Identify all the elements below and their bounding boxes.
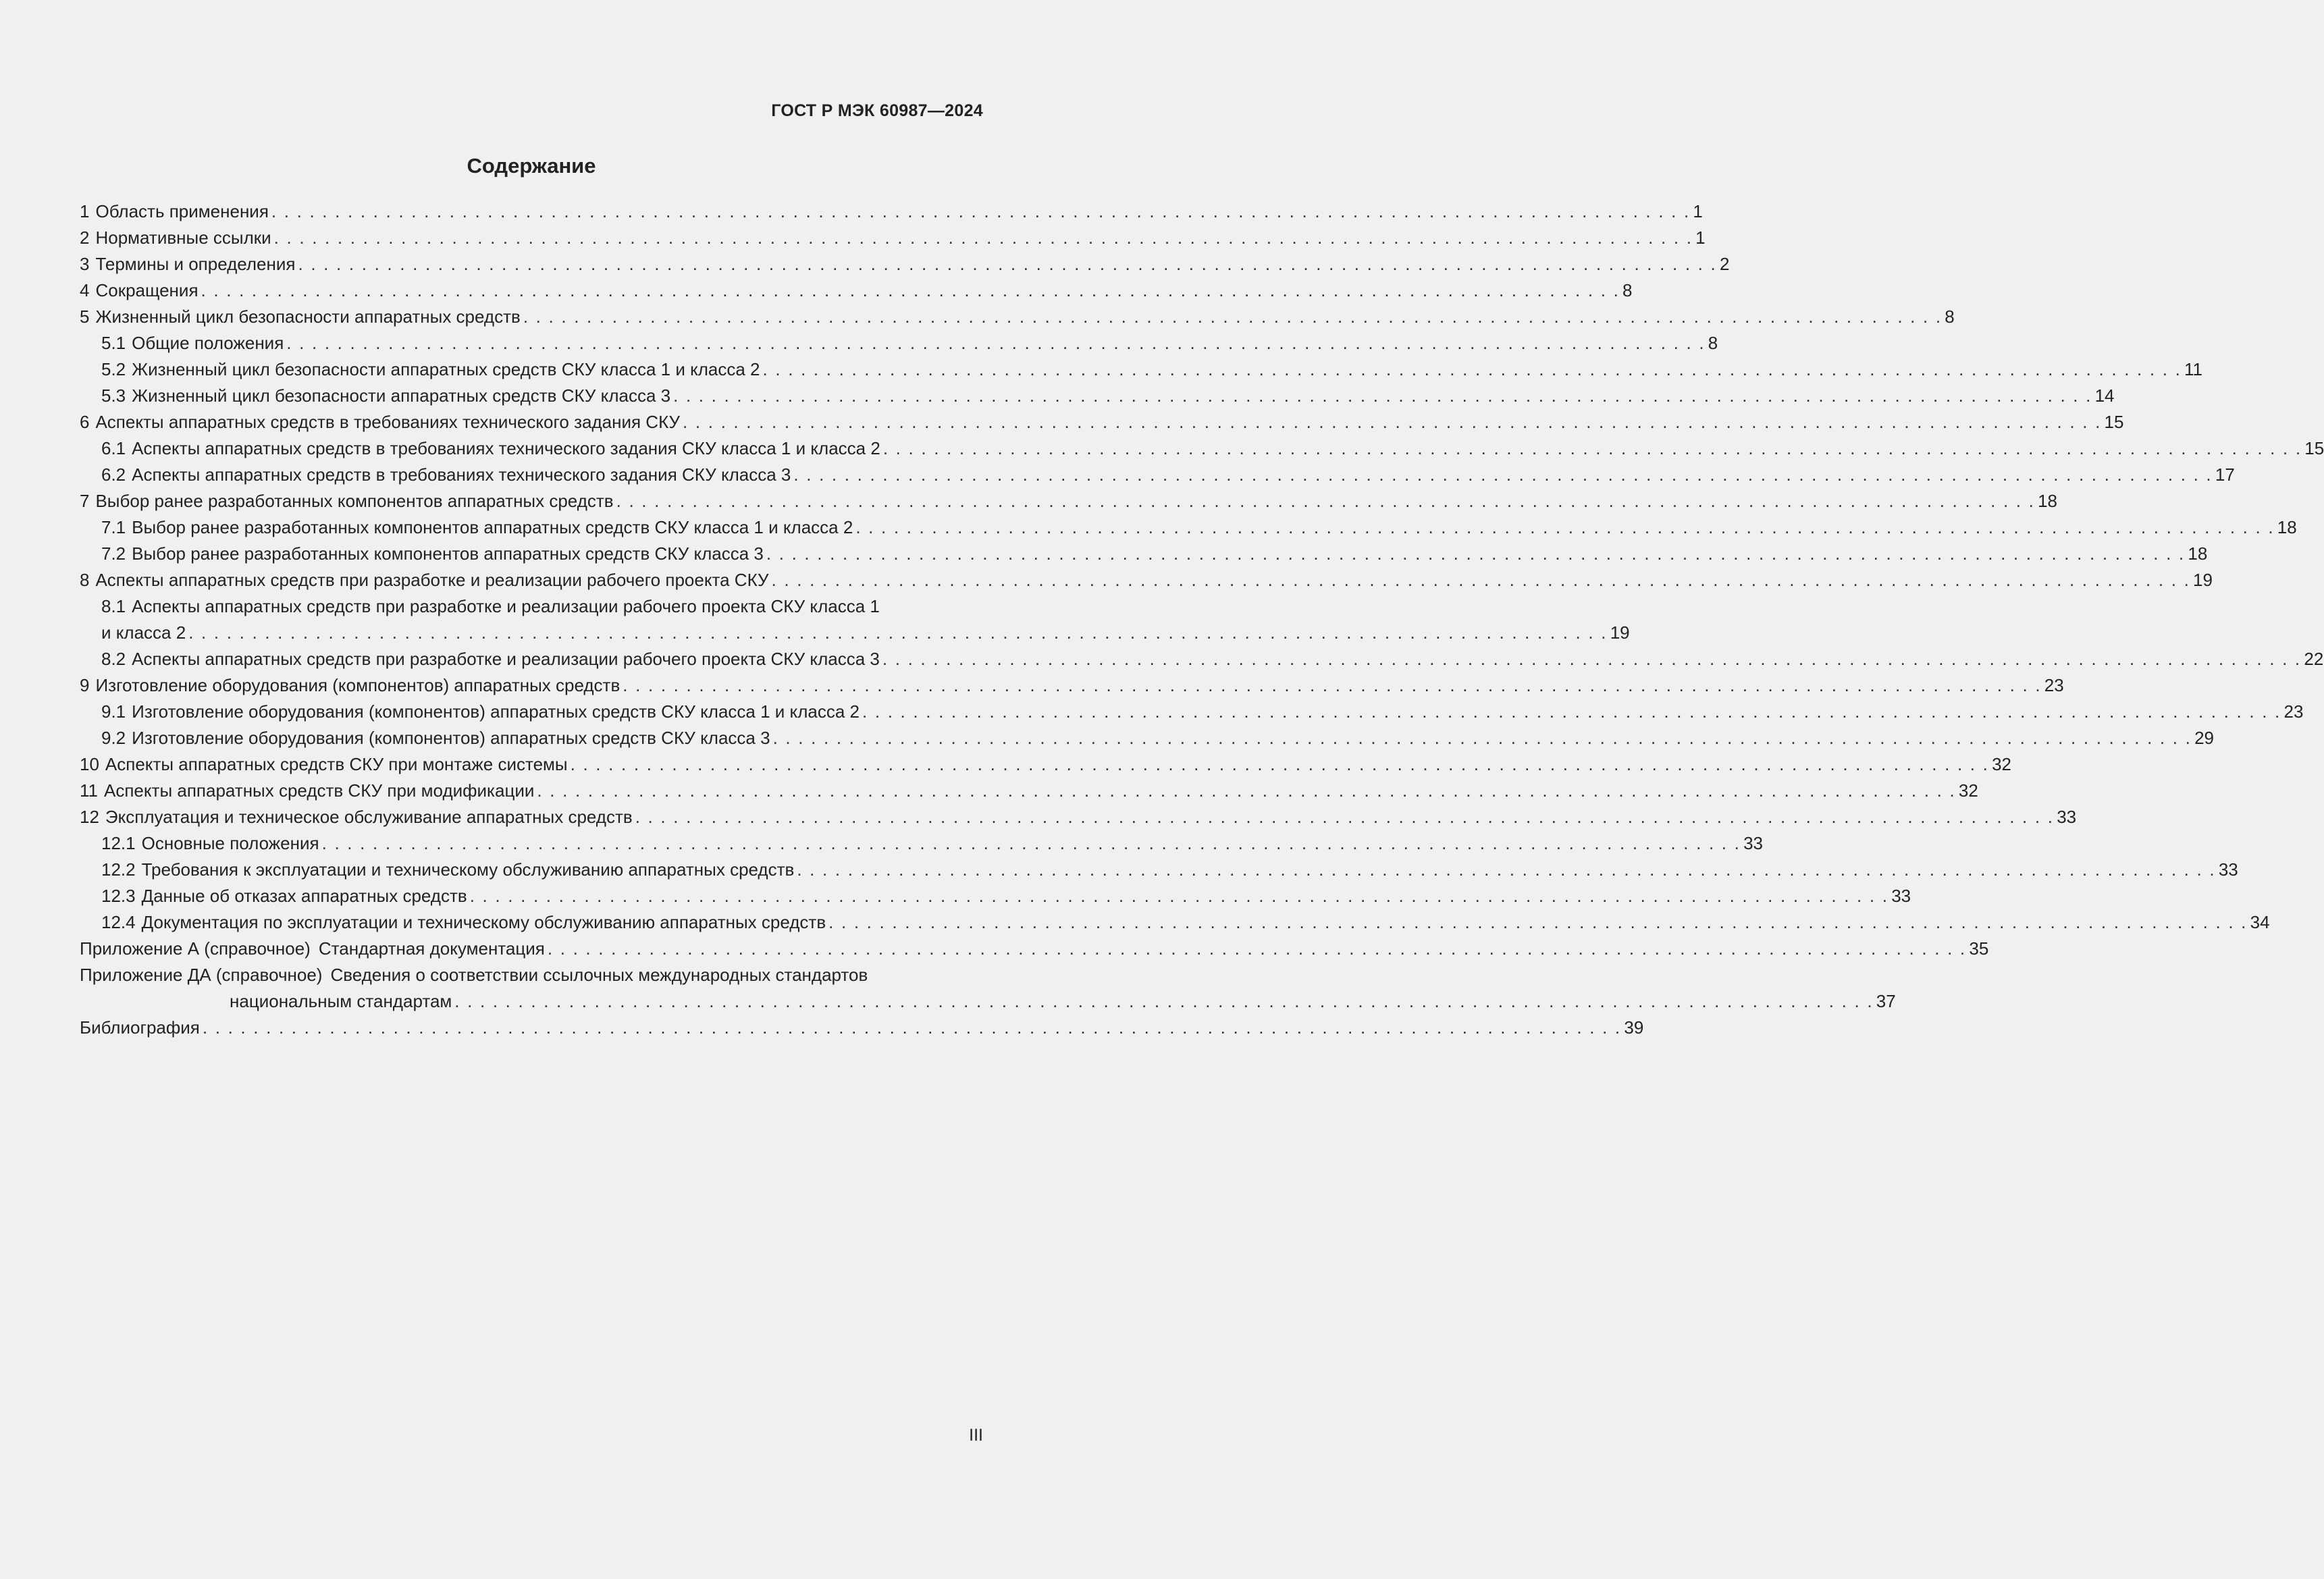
dot-leader: . . . . . . . . . . . . . . . . . . . . . . . . . . . . . . . . . . . . . . . . . . . . . . . . . . . . . . . . . . . . . . . . . . . . . . . . . . . . . . . . . . . . . . . . . . . . . . . . . . . . . . . . . . . . . . . . xyxy=(793,464,2213,485)
toc-entry-number: 12.3 xyxy=(101,886,136,906)
dot-leader: . . . . . . . . . . . . . . . . . . . . . . . . . . . . . . . . . . . . . . . . . . . . . . . . . . . . . . . . . . . . . . . . . . . . . . . . . . . . . . . . . . . . . . . . . . . . . . . . . . . . . . . . . . . . . . . . xyxy=(570,754,1990,774)
toc-entry-page: 23 xyxy=(2044,675,2064,695)
toc-entry-number: 5 xyxy=(80,306,90,327)
dot-leader: . . . . . . . . . . . . . . . . . . . . . . . . . . . . . . . . . . . . . . . . . . . . . . . . . . . . . . . . . . . . . . . . . . . . . . . . . . . . . . . . . . . . . . . . . . . . . . . . . . . . . . . . . . . . . . . . xyxy=(616,491,2036,511)
document-code: ГОСТ Р МЭК 60987—2024 xyxy=(771,101,983,120)
dot-leader: . . . . . . . . . . . . . . . . . . . . . . . . . . . . . . . . . . . . . . . . . . . . . . . . . . . . . . . . . . . . . . . . . . . . . . . . . . . . . . . . . . . . . . . . . . . . . . . . . . . . . . . . . . . . . . . . xyxy=(855,517,2275,537)
toc-entry-label: Данные об отказах аппаратных средств xyxy=(141,886,467,906)
toc-entry-number: 3 xyxy=(80,254,90,274)
toc-entry-number: 9.1 xyxy=(101,701,126,722)
dot-leader: . . . . . . . . . . . . . . . . . . . . . . . . . . . . . . . . . . . . . . . . . . . . . . . . . . . . . . . . . . . . . . . . . . . . . . . . . . . . . . . . . . . . . . . . . . . . . . . . . . . . . . . . . . . . . . . . xyxy=(547,938,1967,959)
toc-entry-number: 5.1 xyxy=(101,333,126,353)
dot-leader: . . . . . . . . . . . . . . . . . . . . . . . . . . . . . . . . . . . . . . . . . . . . . . . . . . . . . . . . . . . . . . . . . . . . . . . . . . . . . . . . . . . . . . . . . . . . . . . . . . . . . . . . . . . . . . . . xyxy=(882,438,2302,458)
toc-entry-label: Сведения о соответствии ссылочных международных стандартов xyxy=(330,965,868,985)
toc-entry-number: 4 xyxy=(80,280,90,300)
toc-entry[interactable] xyxy=(80,435,2324,462)
toc-entry-label: Нормативные ссылки xyxy=(95,228,271,248)
toc-entry-number: 9 xyxy=(80,675,90,695)
dot-leader: . . . . . . . . . . . . . . . . . . . . . . . . . . . . . . . . . . . . . . . . . . . . . . . . . . . . . . . . . . . . . . . . . . . . . . . . . . . . . . . . . . . . . . . . . . . . . . . . . . . . . . . . . . . . . . . . xyxy=(771,570,2191,590)
toc-entry-number: 12.4 xyxy=(101,912,136,932)
toc-entry-number: 7 xyxy=(80,491,90,511)
toc-entry-page: 39 xyxy=(1624,1017,1644,1038)
toc-entry-label: Эксплуатация и техническое обслуживание аппаратных средств xyxy=(105,807,633,827)
dot-leader: . . . . . . . . . . . . . . . . . . . . . . . . . . . . . . . . . . . . . . . . . . . . . . . . . . . . . . . . . . . . . . . . . . . . . . . . . . . . . . . . . . . . . . . . . . . . . . . . . . . . . . . . . . . . . . . . xyxy=(286,333,1706,353)
toc-entry-label-continuation: национальным стандартам xyxy=(230,991,452,1011)
dot-leader: . . . . . . . . . . . . . . . . . . . . . . . . . . . . . . . . . . . . . . . . . . . . . . . . . . . . . . . . . . . . . . . . . . . . . . . . . . . . . . . . . . . . . . . . . . . . . . . . . . . . . . . . . . . . . . . . xyxy=(201,280,1620,300)
toc-entry-label: Жизненный цикл безопасности аппаратных средств СКУ класса 3 xyxy=(132,385,671,406)
toc-entry[interactable] xyxy=(80,593,983,620)
dot-leader: . . . . . . . . . . . . . . . . . . . . . . . . . . . . . . . . . . . . . . . . . . . . . . . . . . . . . . . . . . . . . . . . . . . . . . . . . . . . . . . . . . . . . . . . . . . . . . . . . . . . . . . . . . . . . . . . xyxy=(683,412,2102,432)
toc-entry-page: 2 xyxy=(1719,254,1730,274)
toc-entry[interactable] xyxy=(80,1015,1644,1041)
page-title: Содержание xyxy=(467,154,596,178)
toc-entry-page: 33 xyxy=(1891,886,1911,906)
toc-entry[interactable] xyxy=(80,198,1703,225)
toc-entry-label: Аспекты аппаратных средств в требованиях технического задания СКУ xyxy=(95,412,681,432)
toc-entry-page: 22 xyxy=(2304,649,2324,669)
toc-entry-label: Область применения xyxy=(95,201,269,221)
toc-entry-label: Сокращения xyxy=(95,280,199,300)
toc-entry[interactable] xyxy=(80,883,1911,909)
toc-entry-page: 29 xyxy=(2194,728,2214,748)
toc-entry-page: 32 xyxy=(1958,780,1978,801)
toc-entry[interactable] xyxy=(80,409,2124,435)
toc-entry-label: Изготовление оборудования (компонентов) аппаратных средств СКУ класса 3 xyxy=(132,728,770,748)
toc-entry-number: 1 xyxy=(80,201,90,221)
toc-entry-label-continuation: и класса 2 xyxy=(101,622,186,643)
toc-entry-page: 33 xyxy=(2057,807,2077,827)
toc-entry-page: 18 xyxy=(2188,543,2208,564)
toc-entry-label: Аспекты аппаратных средств при разработке и реализации рабочего проекта СКУ xyxy=(95,570,769,590)
toc-entry-page: 14 xyxy=(2094,385,2115,406)
toc-entry-label: Аспекты аппаратных средств СКУ при модификации xyxy=(104,780,535,801)
dot-leader: . . . . . . . . . . . . . . . . . . . . . . . . . . . . . . . . . . . . . . . . . . . . . . . . . . . . . . . . . . . . . . . . . . . . . . . . . . . . . . . . . . . . . . . . . . . . . . . . . . . . . . . . . . . . . . . . xyxy=(188,622,1608,643)
dot-leader: . . . . . . . . . . . . . . . . . . . . . . . . . . . . . . . . . . . . . . . . . . . . . . . . . . . . . . . . . . . . . . . . . . . . . . . . . . . . . . . . . . . . . . . . . . . . . . . . . . . . . . . . . . . . . . . . xyxy=(797,859,2216,880)
dot-leader: . . . . . . . . . . . . . . . . . . . . . . . . . . . . . . . . . . . . . . . . . . . . . . . . . . . . . . . . . . . . . . . . . . . . . . . . . . . . . . . . . . . . . . . . . . . . . . . . . . . . . . . . . . . . . . . . xyxy=(469,886,1889,906)
toc-entry-page: 23 xyxy=(2283,701,2304,722)
toc-entry[interactable] xyxy=(80,699,2304,725)
toc-entry-continuation[interactable] xyxy=(80,620,1630,646)
toc-entry-number: 10 xyxy=(80,754,99,774)
toc-entry-page: 37 xyxy=(1876,991,1896,1011)
toc-entry[interactable] xyxy=(80,251,1730,277)
dot-leader: . . . . . . . . . . . . . . . . . . . . . . . . . . . . . . . . . . . . . . . . . . . . . . . . . . . . . . . . . . . . . . . . . . . . . . . . . . . . . . . . . . . . . . . . . . . . . . . . . . . . . . . . . . . . . . . . xyxy=(772,728,2192,748)
toc-entry[interactable] xyxy=(80,751,2012,778)
toc-entry[interactable] xyxy=(80,778,1978,804)
dot-leader: . . . . . . . . . . . . . . . . . . . . . . . . . . . . . . . . . . . . . . . . . . . . . . . . . . . . . . . . . . . . . . . . . . . . . . . . . . . . . . . . . . . . . . . . . . . . . . . . . . . . . . . . . . . . . . . . xyxy=(273,228,1693,248)
toc-entry-label: Изготовление оборудования (компонентов) аппаратных средств СКУ класса 1 и класса 2 xyxy=(132,701,860,722)
toc-entry-page: 8 xyxy=(1622,280,1633,300)
dot-leader: . . . . . . . . . . . . . . . . . . . . . . . . . . . . . . . . . . . . . . . . . . . . . . . . . . . . . . . . . . . . . . . . . . . . . . . . . . . . . . . . . . . . . . . . . . . . . . . . . . . . . . . . . . . . . . . . xyxy=(828,912,2248,932)
dot-leader: . . . . . . . . . . . . . . . . . . . . . . . . . . . . . . . . . . . . . . . . . . . . . . . . . . . . . . . . . . . . . . . . . . . . . . . . . . . . . . . . . . . . . . . . . . . . . . . . . . . . . . . . . . . . . . . . xyxy=(523,306,1943,327)
toc-entry[interactable] xyxy=(80,225,1706,251)
toc-entry-label: Аспекты аппаратных средств СКУ при монтаже системы xyxy=(105,754,568,774)
toc-entry[interactable] xyxy=(80,646,2324,672)
toc-entry-label: Выбор ранее разработанных компонентов аппаратных средств СКУ класса 3 xyxy=(132,543,764,564)
toc-entry[interactable] xyxy=(80,936,1989,962)
toc-entry-page: 15 xyxy=(2304,438,2324,458)
dot-leader: . . . . . . . . . . . . . . . . . . . . . . . . . . . . . . . . . . . . . . . . . . . . . . . . . . . . . . . . . . . . . . . . . . . . . . . . . . . . . . . . . . . . . . . . . . . . . . . . . . . . . . . . . . . . . . . . xyxy=(298,254,1717,274)
toc-entry[interactable] xyxy=(80,277,1633,304)
page-number: III xyxy=(969,1426,983,1445)
toc-entry-page: 33 xyxy=(2218,859,2238,880)
toc-entry-label: Выбор ранее разработанных компонентов аппаратных средств xyxy=(95,491,614,511)
toc-entry-label: Требования к эксплуатации и техническому обслуживанию аппаратных средств xyxy=(141,859,795,880)
toc-entry[interactable] xyxy=(80,330,1718,356)
toc-entry-number: 6.2 xyxy=(101,464,126,485)
toc-entry-page: 32 xyxy=(1992,754,2012,774)
dot-leader: . . . . . . . . . . . . . . . . . . . . . . . . . . . . . . . . . . . . . . . . . . . . . . . . . . . . . . . . . . . . . . . . . . . . . . . . . . . . . . . . . . . . . . . . . . . . . . . . . . . . . . . . . . . . . . . . xyxy=(202,1017,1622,1038)
toc-entry-number: 5.3 xyxy=(101,385,126,406)
toc-entry-number: 8.1 xyxy=(101,596,126,616)
toc-entry[interactable] xyxy=(80,356,2203,383)
toc-entry-page: 8 xyxy=(1708,333,1718,353)
toc-entry-label: Документация по эксплуатации и техническому обслуживанию аппаратных средств xyxy=(141,912,826,932)
toc-entry[interactable] xyxy=(80,304,1955,330)
toc-entry[interactable] xyxy=(80,672,2064,699)
toc-entry-number: 8.2 xyxy=(101,649,126,669)
toc-entry-number: 12 xyxy=(80,807,99,827)
toc-entry-label: Общие положения xyxy=(132,333,284,353)
dot-leader: . . . . . . . . . . . . . . . . . . . . . . . . . . . . . . . . . . . . . . . . . . . . . . . . . . . . . . . . . . . . . . . . . . . . . . . . . . . . . . . . . . . . . . . . . . . . . . . . . . . . . . . . . . . . . . . . xyxy=(635,807,2055,827)
toc-entry[interactable] xyxy=(80,567,2213,593)
toc-entry[interactable] xyxy=(80,909,2270,936)
toc-entry[interactable] xyxy=(80,383,2115,409)
toc-entry[interactable] xyxy=(80,830,1764,857)
toc-entry-number: 6.1 xyxy=(101,438,126,458)
dot-leader: . . . . . . . . . . . . . . . . . . . . . . . . . . . . . . . . . . . . . . . . . . . . . . . . . . . . . . . . . . . . . . . . . . . . . . . . . . . . . . . . . . . . . . . . . . . . . . . . . . . . . . . . . . . . . . . . xyxy=(321,833,1741,853)
toc-entry-page: 35 xyxy=(1969,938,1989,959)
dot-leader: . . . . . . . . . . . . . . . . . . . . . . . . . . . . . . . . . . . . . . . . . . . . . . . . . . . . . . . . . . . . . . . . . . . . . . . . . . . . . . . . . . . . . . . . . . . . . . . . . . . . . . . . . . . . . . . . xyxy=(537,780,1956,801)
toc-entry[interactable] xyxy=(80,804,2077,830)
toc-entry-label: Аспекты аппаратных средств в требованиях технического задания СКУ класса 3 xyxy=(132,464,791,485)
toc-entry-page: 15 xyxy=(2104,412,2124,432)
toc-entry-page: 33 xyxy=(1743,833,1764,853)
toc-entry-number: 2 xyxy=(80,228,90,248)
dot-leader: . . . . . . . . . . . . . . . . . . . . . . . . . . . . . . . . . . . . . . . . . . . . . . . . . . . . . . . . . . . . . . . . . . . . . . . . . . . . . . . . . . . . . . . . . . . . . . . . . . . . . . . . . . . . . . . . xyxy=(454,991,1874,1011)
toc-entry-label: Жизненный цикл безопасности аппаратных средств СКУ класса 1 и класса 2 xyxy=(132,359,760,379)
dot-leader: . . . . . . . . . . . . . . . . . . . . . . . . . . . . . . . . . . . . . . . . . . . . . . . . . . . . . . . . . . . . . . . . . . . . . . . . . . . . . . . . . . . . . . . . . . . . . . . . . . . . . . . . . . . . . . . . xyxy=(882,649,2302,669)
dot-leader: . . . . . . . . . . . . . . . . . . . . . . . . . . . . . . . . . . . . . . . . . . . . . . . . . . . . . . . . . . . . . . . . . . . . . . . . . . . . . . . . . . . . . . . . . . . . . . . . . . . . . . . . . . . . . . . . xyxy=(673,385,2092,406)
toc-entry-label: Библиография xyxy=(80,1017,200,1038)
toc-entry-number: 6 xyxy=(80,412,90,432)
toc-entry-page: 8 xyxy=(1945,306,1955,327)
dot-leader: . . . . . . . . . . . . . . . . . . . . . . . . . . . . . . . . . . . . . . . . . . . . . . . . . . . . . . . . . . . . . . . . . . . . . . . . . . . . . . . . . . . . . . . . . . . . . . . . . . . . . . . . . . . . . . . . xyxy=(623,675,2042,695)
toc-entry-label: Изготовление оборудования (компонентов) аппаратных средств xyxy=(95,675,620,695)
toc-entry-label: Термины и определения xyxy=(95,254,296,274)
toc-entry[interactable] xyxy=(80,962,983,988)
toc-entry-number: 11 xyxy=(80,780,98,801)
toc-entry[interactable] xyxy=(80,725,2214,751)
toc-entry-page: 19 xyxy=(1610,622,1630,643)
table-of-contents xyxy=(80,198,2324,1041)
toc-entry-label: Аспекты аппаратных средств при разработке и реализации рабочего проекта СКУ класса 1 xyxy=(132,596,880,616)
toc-entry-page: 1 xyxy=(1693,201,1703,221)
toc-entry-label: Аспекты аппаратных средств при разработке и реализации рабочего проекта СКУ класса 3 xyxy=(132,649,880,669)
toc-entry-number: 8 xyxy=(80,570,90,590)
toc-entry-page: 1 xyxy=(1695,228,1706,248)
dot-leader: . . . . . . . . . . . . . . . . . . . . . . . . . . . . . . . . . . . . . . . . . . . . . . . . . . . . . . . . . . . . . . . . . . . . . . . . . . . . . . . . . . . . . . . . . . . . . . . . . . . . . . . . . . . . . . . . xyxy=(862,701,2281,722)
toc-entry-number: 5.2 xyxy=(101,359,126,379)
toc-entry-page: 11 xyxy=(2184,359,2203,379)
toc-entry-number: Приложение А (справочное) xyxy=(80,938,311,959)
toc-entry-label: Основные положения xyxy=(141,833,319,853)
toc-entry[interactable] xyxy=(80,514,2297,541)
toc-entry-page: 19 xyxy=(2193,570,2213,590)
dot-leader: . . . . . . . . . . . . . . . . . . . . . . . . . . . . . . . . . . . . . . . . . . . . . . . . . . . . . . . . . . . . . . . . . . . . . . . . . . . . . . . . . . . . . . . . . . . . . . . . . . . . . . . . . . . . . . . . xyxy=(766,543,2186,564)
toc-entry-number: 7.1 xyxy=(101,517,126,537)
toc-entry[interactable] xyxy=(80,541,2208,567)
toc-entry[interactable] xyxy=(80,488,2057,514)
toc-entry-page: 34 xyxy=(2250,912,2270,932)
toc-entry-page: 18 xyxy=(2038,491,2057,511)
toc-entry[interactable] xyxy=(80,857,2238,883)
toc-entry-number: 12.2 xyxy=(101,859,136,880)
toc-entry-number: 7.2 xyxy=(101,543,126,564)
toc-entry-number: 9.2 xyxy=(101,728,126,748)
dot-leader: . . . . . . . . . . . . . . . . . . . . . . . . . . . . . . . . . . . . . . . . . . . . . . . . . . . . . . . . . . . . . . . . . . . . . . . . . . . . . . . . . . . . . . . . . . . . . . . . . . . . . . . . . . . . . . . . xyxy=(271,201,1691,221)
toc-entry-number: 12.1 xyxy=(101,833,136,853)
toc-entry-label: Выбор ранее разработанных компонентов аппаратных средств СКУ класса 1 и класса 2 xyxy=(132,517,853,537)
toc-entry-label: Стандартная документация xyxy=(318,938,545,959)
dot-leader: . . . . . . . . . . . . . . . . . . . . . . . . . . . . . . . . . . . . . . . . . . . . . . . . . . . . . . . . . . . . . . . . . . . . . . . . . . . . . . . . . . . . . . . . . . . . . . . . . . . . . . . . . . . . . . . . xyxy=(762,359,2182,379)
toc-entry-label: Жизненный цикл безопасности аппаратных средств xyxy=(95,306,521,327)
toc-entry-page: 17 xyxy=(2215,464,2235,485)
toc-entry-number: Приложение ДА (справочное) xyxy=(80,965,323,985)
toc-entry-page: 18 xyxy=(2277,517,2297,537)
toc-entry-label: Аспекты аппаратных средств в требованиях технического задания СКУ класса 1 и класса 2 xyxy=(132,438,880,458)
toc-entry[interactable] xyxy=(80,462,2235,488)
toc-entry-continuation[interactable] xyxy=(80,988,1896,1015)
